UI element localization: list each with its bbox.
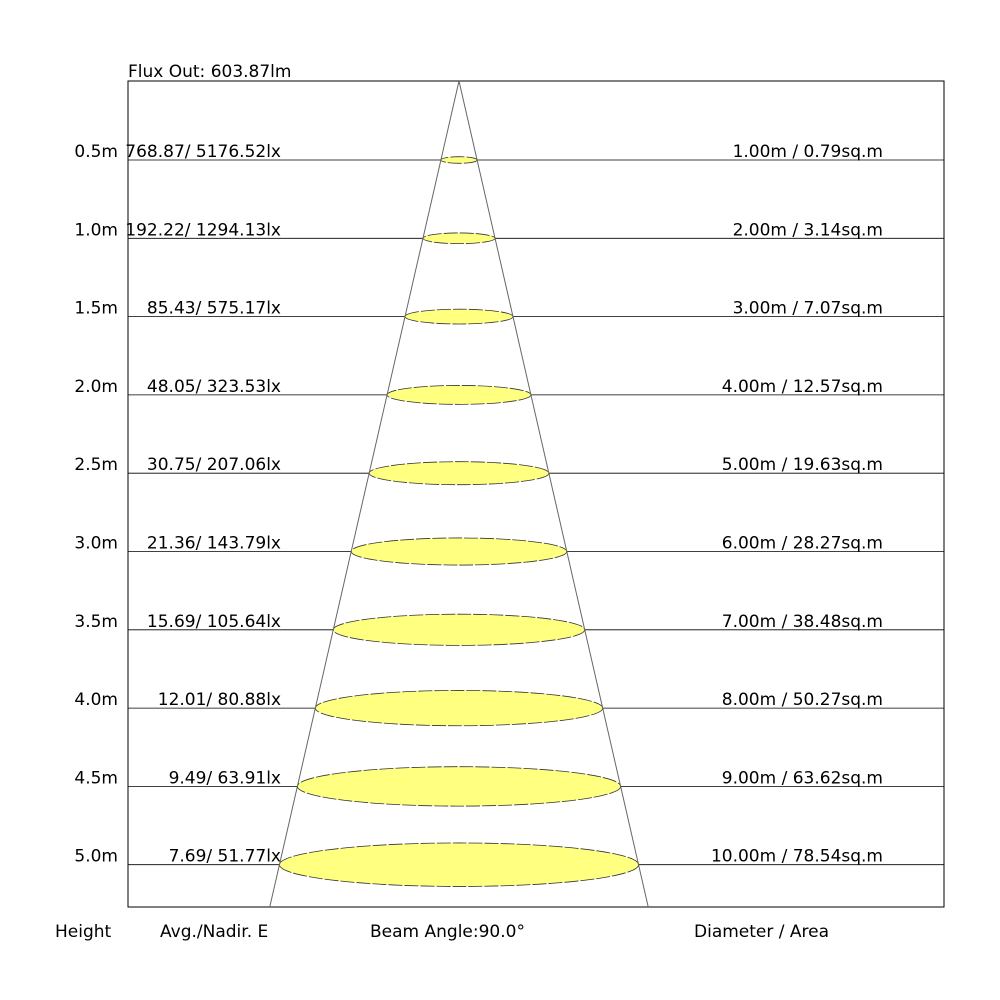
- row-height-label: 0.5m: [74, 142, 118, 162]
- light-spot: [369, 462, 549, 485]
- row-height-label: 1.0m: [74, 220, 118, 241]
- row-illuminance-label: 30.75/ 207.06lx: [146, 455, 281, 476]
- footer-height-label: Height: [55, 922, 112, 942]
- light-spot: [441, 157, 477, 164]
- row-height-label: 4.5m: [74, 768, 118, 789]
- row-diameter-area-label: 5.00m / 19.63sq.m: [721, 455, 883, 476]
- light-spots: [279, 157, 638, 887]
- row-diameter-area-label: 2.00m / 3.14sq.m: [732, 220, 883, 241]
- light-spot: [351, 538, 567, 565]
- row-illuminance-label: 9.49/ 63.91lx: [168, 768, 281, 789]
- row-height-label: 2.5m: [74, 455, 118, 476]
- row-illuminance-label: 192.22/ 1294.13lx: [125, 220, 281, 241]
- row-diameter-area-label: 6.00m / 28.27sq.m: [721, 533, 883, 554]
- row-illuminance-label: 21.36/ 143.79lx: [146, 533, 281, 554]
- row-lines: [128, 160, 944, 865]
- flux-out-label: Flux Out: 603.87lm: [128, 62, 292, 82]
- footer-illuminance-label: Avg./Nadir. E: [160, 922, 269, 942]
- row-labels: [74, 142, 883, 867]
- row-height-label: 3.0m: [74, 533, 118, 554]
- row-diameter-area-label: 4.00m / 12.57sq.m: [721, 376, 883, 397]
- footer-diameter-area-label: Diameter / Area: [694, 922, 830, 942]
- light-spot: [279, 843, 638, 887]
- light-spot: [405, 309, 513, 324]
- row-diameter-area-label: 3.00m / 7.07sq.m: [732, 298, 883, 319]
- light-spot: [387, 385, 531, 404]
- row-diameter-area-label: 9.00m / 63.62sq.m: [721, 768, 883, 789]
- light-spot: [297, 767, 620, 806]
- row-illuminance-label: 768.87/ 5176.52lx: [125, 142, 281, 162]
- row-height-label: 4.0m: [74, 690, 118, 711]
- row-height-label: 1.5m: [74, 298, 118, 319]
- beam-angle-label: Beam Angle:90.0°: [370, 922, 525, 942]
- row-diameter-area-label: 8.00m / 50.27sq.m: [721, 690, 883, 711]
- row-height-label: 3.5m: [74, 611, 118, 632]
- row-illuminance-label: 85.43/ 575.17lx: [146, 298, 281, 319]
- row-diameter-area-label: 10.00m / 78.54sq.m: [710, 846, 883, 867]
- row-illuminance-label: 12.01/ 80.88lx: [157, 690, 281, 711]
- light-spot: [315, 690, 602, 725]
- row-illuminance-label: 15.69/ 105.64lx: [146, 611, 281, 632]
- row-height-label: 2.0m: [74, 376, 118, 397]
- row-diameter-area-label: 7.00m / 38.48sq.m: [721, 611, 883, 632]
- row-height-label: 5.0m: [74, 846, 118, 867]
- row-illuminance-label: 7.69/ 51.77lx: [168, 846, 281, 867]
- light-spot: [333, 614, 584, 645]
- row-illuminance-label: 48.05/ 323.53lx: [146, 376, 281, 397]
- light-spot: [423, 233, 495, 244]
- row-diameter-area-label: 1.00m / 0.79sq.m: [732, 142, 883, 162]
